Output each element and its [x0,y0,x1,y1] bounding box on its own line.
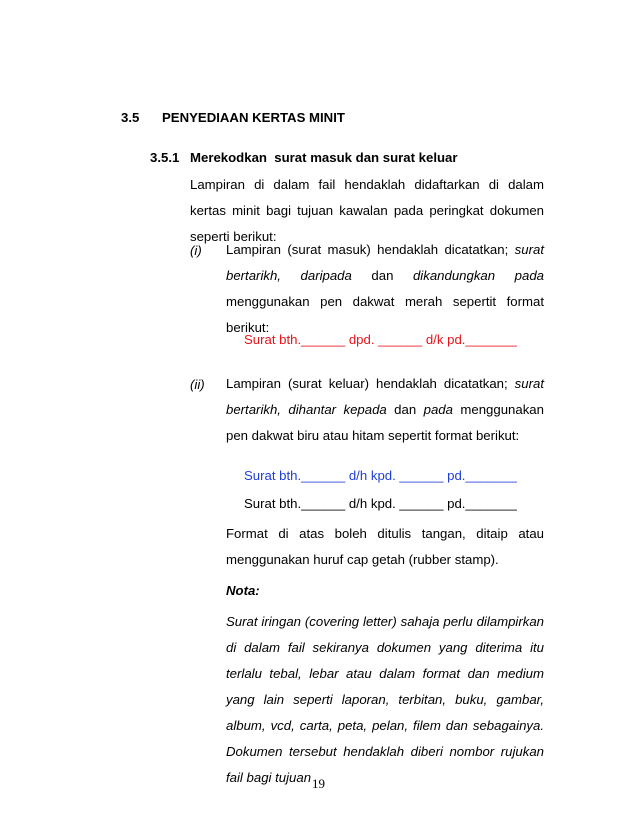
nota-label: Nota: [226,583,260,598]
item-1-italic-b: dikandungkan pada [412,268,544,283]
format-line-black: Surat bth.______ d/h kpd. ______ pd._______ [244,496,517,511]
item-1-text [226,237,544,341]
section-number: 3.5 [121,110,140,125]
item-2-italic-a: surat bertarikh, dihantar kepada [226,376,544,417]
item-1-lead: Lampiran (surat masuk) hendaklah dicatatkan; [226,242,515,257]
item-2-marker: (ii) [190,377,205,392]
item-1-tail: menggunakan pen dakwat merah sepertit format berikut: [226,294,544,335]
item-2-mid: dan [386,402,424,417]
item-2-text [226,371,544,449]
subsection-title: Merekodkan surat masuk dan surat keluar [190,150,458,165]
section-title: PENYEDIAAN KERTAS MINIT [162,110,345,125]
nota-paragraph: Surat iringan (covering letter) sahaja perlu dilampirkan di dalam fail sekiranya dokumen yang diterima itu terlalu tebal, lebar atau dalam format dan medium yang lain seperti laporan, terbitan, buku, gambar, album, vcd, carta, peta, pelan, filem dan sebagainya. Dokumen tersebut hendaklah diberi nombor rujukan fail bagi tujuan [226,614,544,785]
page-number: 19 [312,776,325,791]
item-2-italic-b: pada [423,402,453,417]
subsection-number: 3.5.1 [150,150,180,165]
format-note: Format di atas boleh ditulis tangan, ditaip atau menggunakan huruf cap getah (rubber stamp). [226,526,544,567]
item-2-lead: Lampiran (surat keluar) hendaklah dicatatkan; [226,376,515,391]
item-1-mid: dan [351,268,413,283]
intro-paragraph: Lampiran di dalam fail hendaklah didaftarkan di dalam kertas minit bagi tujuan kawalan pada peringkat dokumen seperti berikut: [190,177,544,244]
format-line-blue: Surat bth.______ d/h kpd. ______ pd._______ [244,468,517,483]
item-1-marker: (i) [190,243,202,258]
item-2-tail: menggunakan pen dakwat biru atau hitam sepertit format berikut: [226,402,544,443]
item-1-italic-a: surat bertarikh, daripada [226,242,544,283]
format-line-red: Surat bth.______ dpd. ______ d/k pd._______ [244,332,517,347]
